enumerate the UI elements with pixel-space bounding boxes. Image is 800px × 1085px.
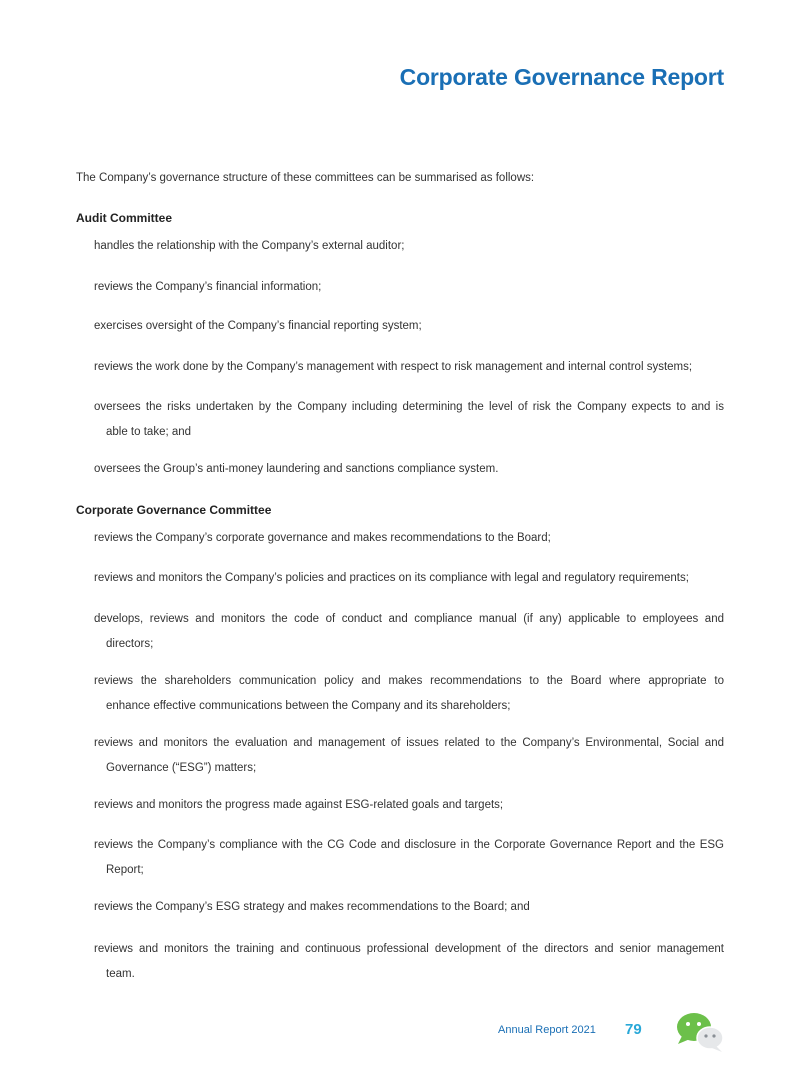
cg-item-9-cont: team. — [106, 968, 135, 980]
audit-item-1: handles the relationship with the Company’s external auditor; — [94, 240, 405, 252]
cg-item-2: reviews and monitors the Company’s policies and practices on its compliance with legal and regulatory requirements; — [94, 572, 689, 584]
cg-item-7: reviews the Company’s compliance with the CG Code and disclosure in the Corporate Governance Report and the ESG — [94, 839, 724, 851]
intro-text: The Company’s governance structure of these committees can be summarised as follows: — [76, 172, 535, 184]
cg-item-5: reviews and monitors the evaluation and management of issues related to the Company’s Environmental, Social and — [94, 737, 724, 749]
audit-item-4: reviews the work done by the Company’s management with respect to risk management and internal control systems; — [94, 361, 693, 373]
cg-item-5-cont: Governance (“ESG”) matters; — [106, 762, 257, 774]
cg-item-3: develops, reviews and monitors the code of conduct and compliance manual (if any) applicable to employees and — [94, 613, 724, 625]
audit-item-6: oversees the Group’s anti-money laundering and sanctions compliance system. — [94, 463, 499, 475]
audit-item-5: oversees the risks undertaken by the Company including determining the level of risk the Company expects to and is — [94, 401, 724, 413]
cg-item-9: reviews and monitors the training and continuous professional development of the directors and senior management — [94, 943, 724, 955]
cg-item-6: reviews and monitors the progress made against ESG-related goals and targets; — [94, 799, 504, 811]
page-title: Corporate Governance Report — [399, 64, 724, 90]
cg-item-3-cont: directors; — [106, 638, 154, 650]
cg-item-8: reviews the Company’s ESG strategy and makes recommendations to the Board; and — [94, 901, 530, 913]
page-number: 79 — [625, 1021, 642, 1038]
cg-item-4-cont: enhance effective communications between the Company and its shareholders; — [106, 700, 511, 712]
cg-committee-heading: Corporate Governance Committee — [76, 503, 272, 517]
cg-item-4: reviews the shareholders communication policy and makes recommendations to the Board where appropriate to — [94, 675, 724, 687]
audit-item-5-cont: able to take; and — [106, 426, 192, 438]
cg-item-7-cont: Report; — [106, 864, 144, 876]
cg-item-1: reviews the Company’s corporate governance and makes recommendations to the Board; — [94, 532, 551, 544]
audit-item-2: reviews the Company’s financial information; — [94, 281, 322, 293]
footer-report-label: Annual Report 2021 — [498, 1024, 596, 1036]
chat-bubbles-icon — [674, 1010, 726, 1054]
audit-item-3: exercises oversight of the Company’s financial reporting system; — [94, 320, 422, 332]
audit-committee-heading: Audit Committee — [76, 211, 172, 225]
